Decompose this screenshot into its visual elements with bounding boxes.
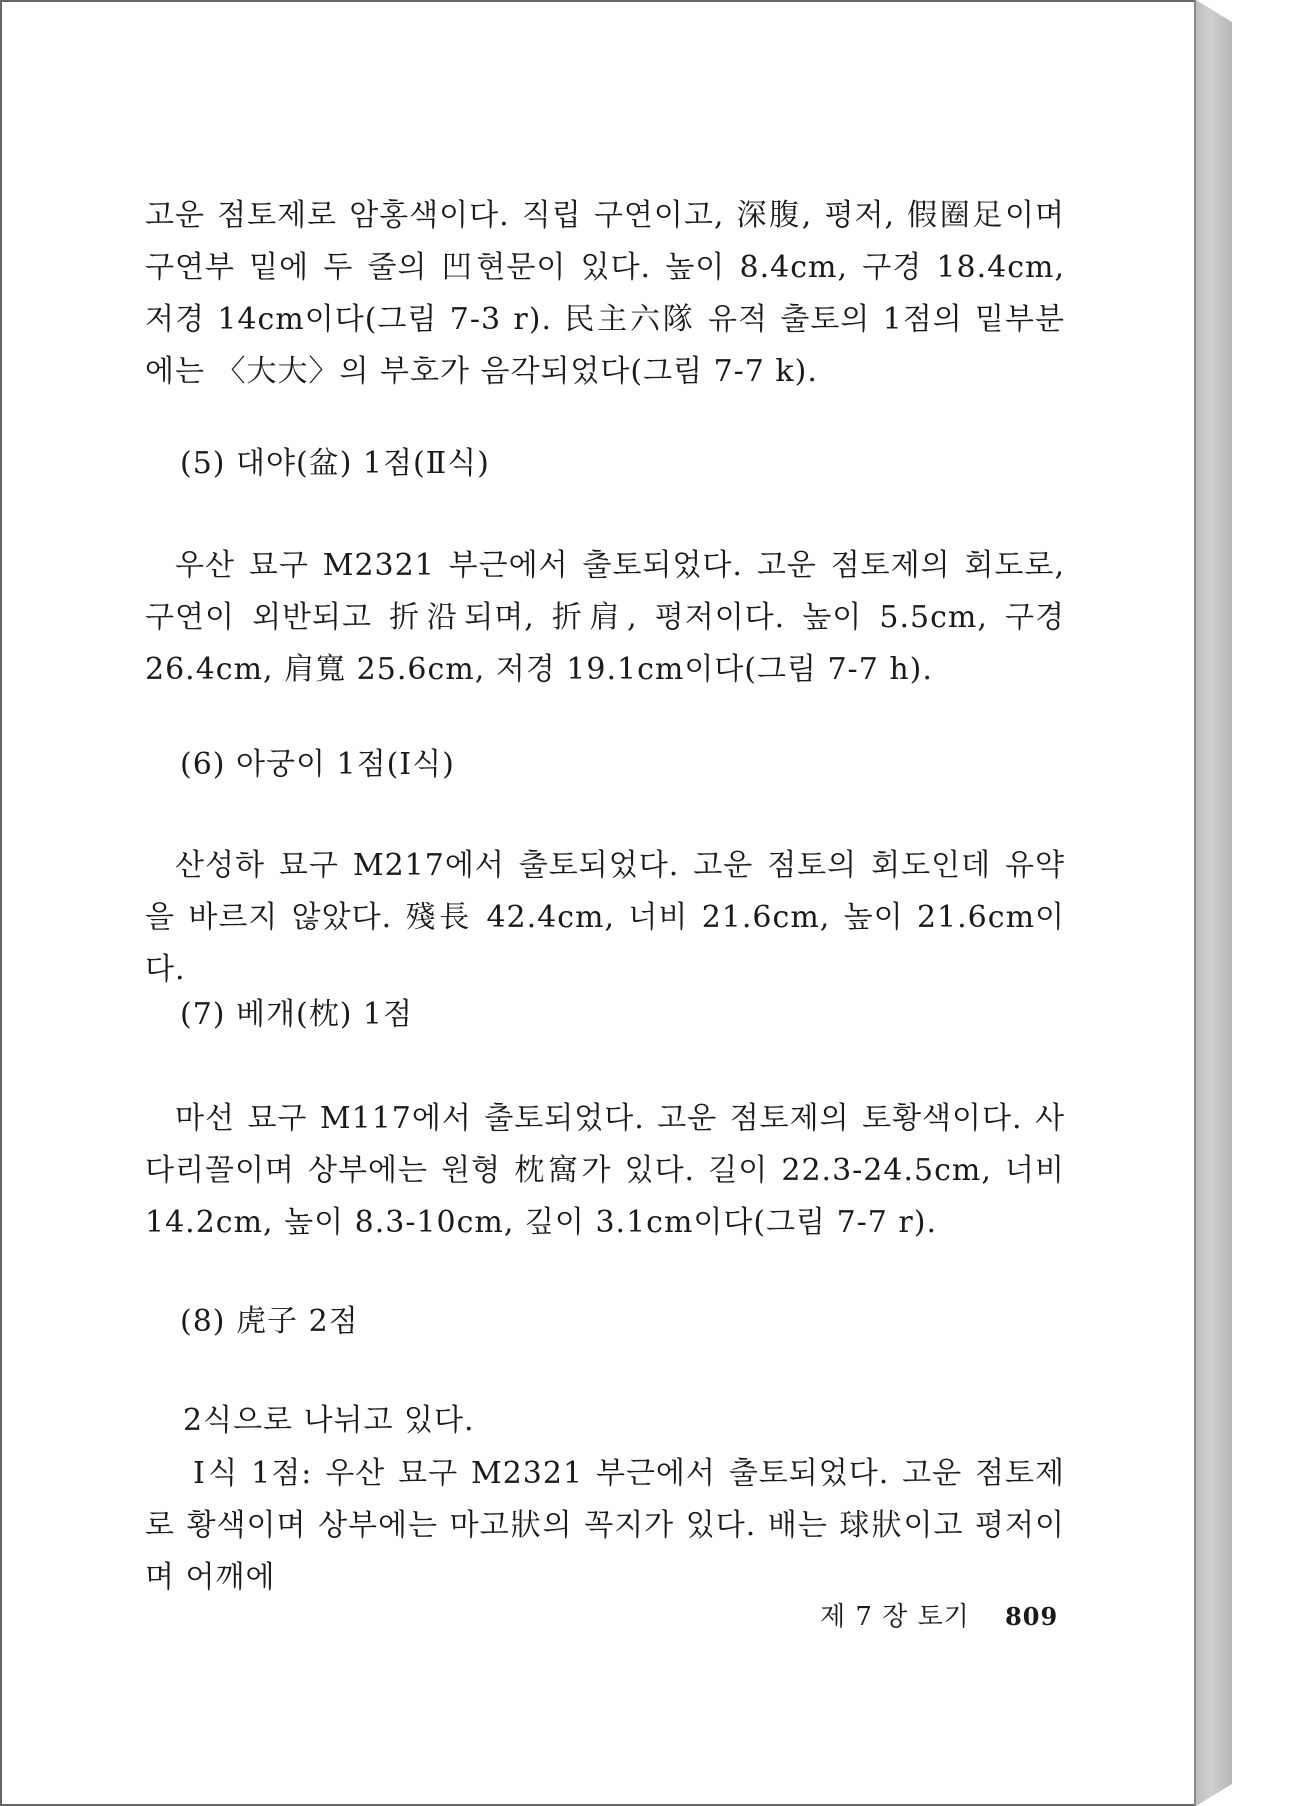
chapter-label: 제 7 장 토기: [820, 1602, 970, 1632]
section-heading-8: (8) 虎子 2점: [180, 1304, 359, 1339]
paragraph-5: 2식으로 나뉘고 있다.: [183, 1403, 475, 1438]
paragraph-6: Ⅰ식 1점: 우산 묘구 M2321 부근에서 출토되었다. 고운 점토제로 황색이며 상부에는 마고狀의 꼭지가 있다. 배는 球狀이고 평저이며 어깨에: [145, 1456, 1065, 1595]
paragraph-3: 산성하 묘구 M217에서 출토되었다. 고운 점토의 회도인데 유약을 바르지 않았다. 殘長 42.4cm, 너비 21.6cm, 높이 21.6cm이다.: [145, 848, 1065, 987]
section-heading-5: (5) 대야(盆) 1점(Ⅱ식): [180, 446, 490, 481]
page-border: [1194, 0, 1196, 1806]
paragraph-4: 마선 묘구 M117에서 출토되었다. 고운 점토제의 토황색이다. 사다리꼴이며 상부에는 원형 枕窩가 있다. 길이 22.3-24.5cm, 너비 14.2cm, 높이 8.3-10cm, 깊이 3.1cm이다(그림 7-7 r).: [145, 1101, 1065, 1240]
page-edge: [1196, 0, 1232, 1806]
section-heading-7: (7) 베개(枕) 1점: [180, 997, 414, 1032]
page-number: 809: [1005, 1602, 1059, 1631]
page-footer: [820, 1600, 1058, 1634]
section-heading-6: (6) 아궁이 1점(Ⅰ식): [180, 747, 455, 782]
paragraph-2: 우산 묘구 M2321 부근에서 출토되었다. 고운 점토제의 회도로, 구연이 외반되고 折沿되며, 折肩, 평저이다. 높이 5.5cm, 구경 26.4cm, 肩寬 25.6cm, 저경 19.1cm이다(그림 7-7 h).: [145, 548, 1065, 687]
paragraph-1: 고운 점토제로 암홍색이다. 직립 구연이고, 深腹, 평저, 假圈足이며 구연부 밑에 두 줄의 凹현문이 있다. 높이 8.4cm, 구경 18.4cm, 저경 14cm이다(그림 7-3 r). 民主六隊 유적 출토의 1점의 밑부분에는 〈大大〉의 부호가 음각되었다(그림 7-7 k).: [145, 198, 1065, 389]
